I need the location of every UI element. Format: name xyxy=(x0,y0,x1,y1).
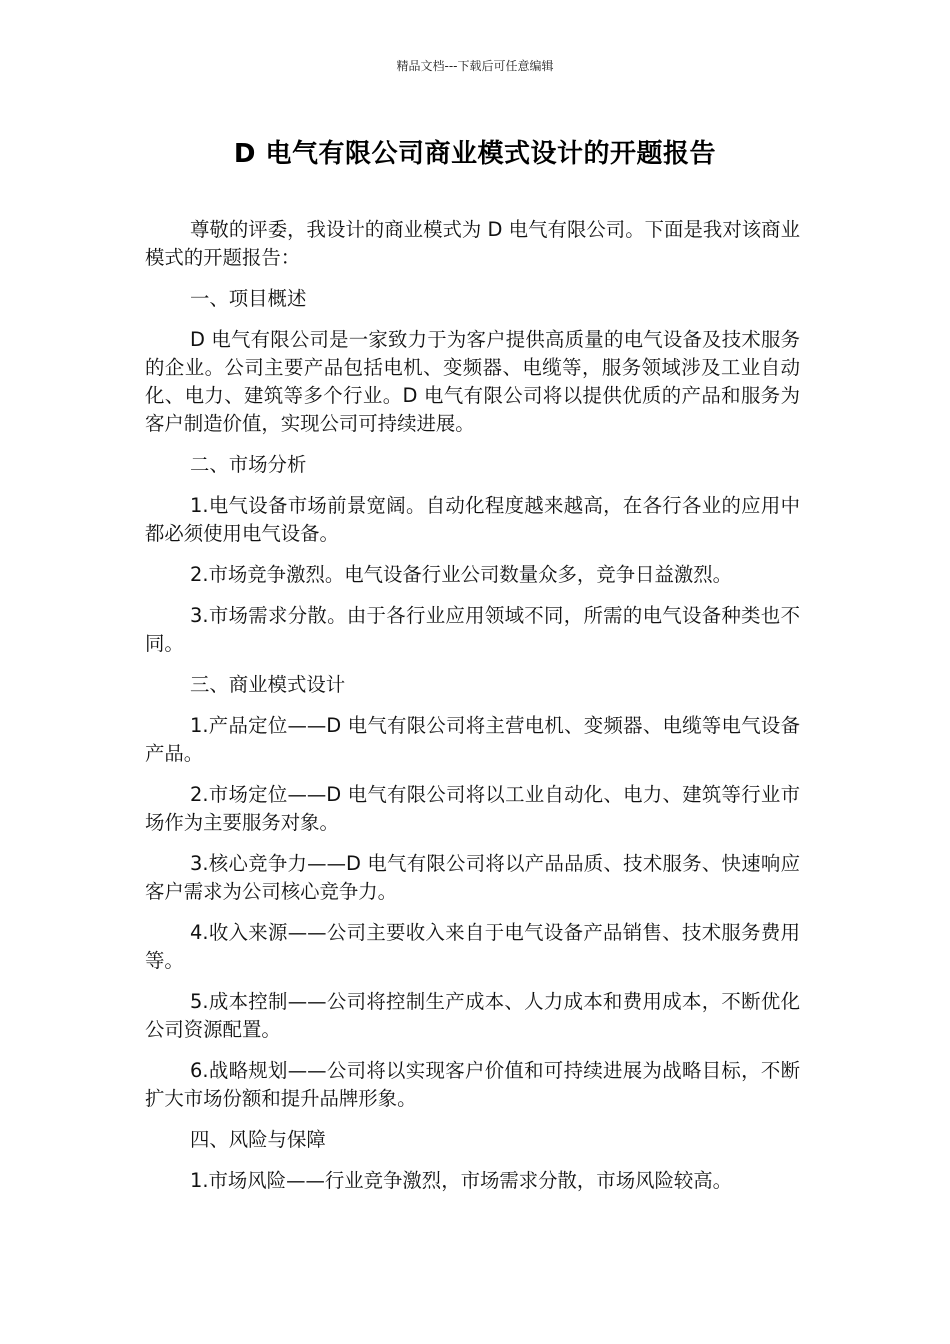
section-heading-business-model: 三、商业模式设计 xyxy=(190,673,346,696)
business-model-item-5: 5.成本控制——公司将控制生产成本、人力成本和费用成本，不断优化公司资源配置。 xyxy=(145,990,800,1041)
section-heading-market-analysis: 二、市场分析 xyxy=(190,453,307,476)
market-analysis-item-2: 2.市场竞争激烈。电气设备行业公司数量众多，竞争日益激烈。 xyxy=(190,563,733,586)
overview-paragraph: D 电气有限公司是一家致力于为客户提供高质量的电气设备及技术服务的企业。公司主要产品包括电机、变频器、电缆等，服务领域涉及工业自动化、电力、建筑等多个行业。D 电气有限公司将以提供优质的产品和服务为客户制造价值，实现公司可持续进展。 xyxy=(145,328,800,435)
header-note: 精品文档---下载后可任意编辑 xyxy=(396,59,554,73)
section-heading-risk: 四、风险与保障 xyxy=(190,1128,326,1151)
document-body xyxy=(145,216,800,1208)
business-model-item-2: 2.市场定位——D 电气有限公司将以工业自动化、电力、建筑等行业市场作为主要服务对象。 xyxy=(145,783,800,834)
business-model-item-6: 6.战略规划——公司将以实现客户价值和可持续进展为战略目标，不断扩大市场份额和提升品牌形象。 xyxy=(145,1059,800,1110)
intro-paragraph: 尊敬的评委，我设计的商业模式为 D 电气有限公司。下面是我对该商业模式的开题报告： xyxy=(145,218,800,269)
market-analysis-item-3: 3.市场需求分散。由于各行业应用领域不同，所需的电气设备种类也不同。 xyxy=(145,604,800,655)
business-model-item-1: 1.产品定位——D 电气有限公司将主营电机、变频器、电缆等电气设备产品。 xyxy=(145,714,800,765)
business-model-item-3: 3.核心竞争力——D 电气有限公司将以产品品质、技术服务、快速响应客户需求为公司核心竞争力。 xyxy=(145,852,800,903)
business-model-item-4: 4.收入来源——公司主要收入来自于电气设备产品销售、技术服务费用等。 xyxy=(145,921,800,972)
risk-item-1: 1.市场风险——行业竞争激烈，市场需求分散，市场风险较高。 xyxy=(190,1169,733,1192)
section-heading-overview: 一、项目概述 xyxy=(190,287,307,310)
market-analysis-item-1: 1.电气设备市场前景宽阔。自动化程度越来越高，在各行各业的应用中都必须使用电气设备。 xyxy=(145,494,800,545)
document-title: D 电气有限公司商业模式设计的开题报告 xyxy=(233,139,717,169)
